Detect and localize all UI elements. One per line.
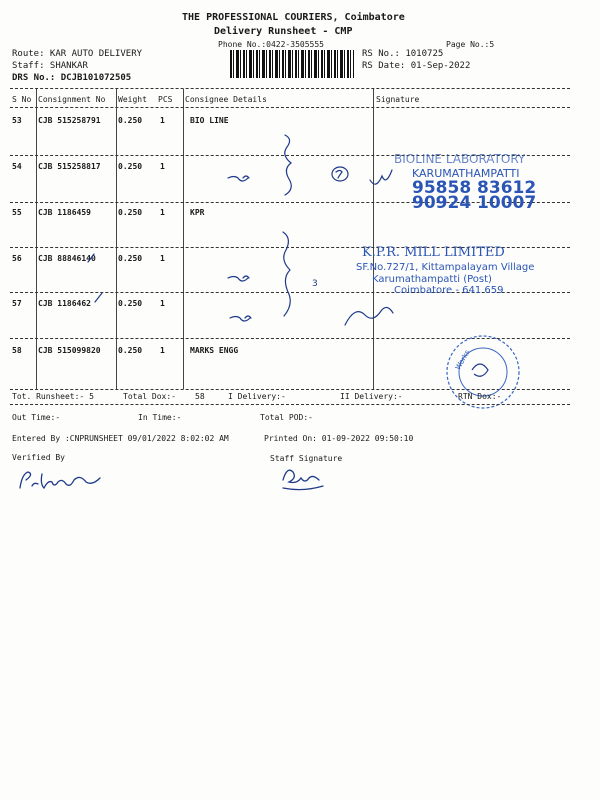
- row-consignee: KPR: [190, 208, 205, 217]
- col-header-weight: Weight: [118, 95, 147, 104]
- col-header-signature: Signature: [376, 95, 420, 104]
- row-weight: 0.250: [118, 346, 143, 355]
- staff-signature: [283, 470, 319, 482]
- verifier-signature: [20, 472, 100, 488]
- i-delivery: I Delivery:-: [228, 392, 286, 401]
- row-sno: 57: [12, 299, 22, 308]
- verified-by-label: Verified By: [12, 453, 65, 462]
- col-header-pcs: PCS: [158, 95, 173, 104]
- out-time: Out Time:-: [12, 413, 61, 422]
- total-runsheet: Tot. Runsheet:- 5: [12, 392, 94, 401]
- row-consignment: CJB 515258791: [38, 116, 101, 125]
- row-sno: 54: [12, 162, 22, 171]
- printed-on: Printed On: 01-09-2022 09:50:10: [264, 434, 414, 443]
- bioline-stamp-phone1: 95858 83612: [412, 178, 537, 198]
- row-pcs: 1: [160, 299, 165, 308]
- row-sno: 58: [12, 346, 22, 355]
- phone-number: Phone No.:0422-3505555: [218, 40, 324, 49]
- staff: Staff: SHANKAR: [12, 61, 88, 71]
- row-consignee: BIO LINE: [190, 116, 229, 125]
- row-consignee: MARKS ENGG: [190, 346, 239, 355]
- page-number: Page No.:5: [446, 40, 495, 49]
- rtn-dox: RTN Dox:-: [458, 392, 502, 401]
- entered-by: Entered By :CNPRUNSHEET 09/01/2022 8:02:02 AM: [12, 434, 229, 443]
- bioline-stamp-name: BIOLINE LABORATORY: [394, 152, 526, 166]
- row-pcs: 1: [160, 346, 165, 355]
- row-weight: 0.250: [118, 254, 143, 263]
- drs-number: DRS No.: DCJB101072505: [12, 73, 132, 83]
- bioline-stamp-phone2: 90924 10007: [412, 193, 537, 213]
- row-pcs: 1: [160, 116, 165, 125]
- kpr-stamp-line3: Coimbatore - 641 659: [394, 285, 504, 296]
- row-consignment: CJB 1186459: [38, 208, 91, 217]
- total-dox-value: 58: [195, 392, 205, 401]
- kpr-stamp-name: K.P.R. MILL LIMITED: [362, 245, 505, 260]
- row-pcs: 1: [160, 254, 165, 263]
- row-weight: 0.250: [118, 116, 143, 125]
- rs-date: RS Date: 01-Sep-2022: [362, 61, 471, 71]
- kpr-stamp-line1: SF.No.727/1, Kittampalayam Village: [356, 262, 535, 273]
- row-weight: 0.250: [118, 162, 143, 171]
- staff-signature-underline: [283, 486, 323, 490]
- in-time: In Time:-: [138, 413, 182, 422]
- staff-signature-label: Staff Signature: [270, 454, 343, 463]
- row-weight: 0.250: [118, 208, 143, 217]
- total-pod: Total POD:-: [260, 413, 313, 422]
- kpr-stamp-line2: Karumathampatti (Post): [372, 274, 492, 285]
- row-weight: 0.250: [118, 299, 143, 308]
- handwritten-number: 3: [312, 279, 318, 289]
- row-sno: 56: [12, 254, 22, 263]
- row-consignment: CJB 88846140: [38, 254, 96, 263]
- row-consignment: CJB 1186462: [38, 299, 91, 308]
- row-consignment: CJB 515099820: [38, 346, 101, 355]
- total-dox-label: Total Dox:-: [123, 392, 176, 401]
- row-sno: 53: [12, 116, 22, 125]
- route: Route: KAR AUTO DELIVERY: [12, 49, 143, 59]
- row-pcs: 1: [160, 208, 165, 217]
- row-pcs: 1: [160, 162, 165, 171]
- col-header-consignee: Consignee Details: [185, 95, 267, 104]
- round-stamp-text: Works: [453, 348, 472, 372]
- col-header-sno: S No: [12, 95, 32, 104]
- row-consignment: CJB 515258817: [38, 162, 101, 171]
- document-subtitle: Delivery Runsheet - CMP: [214, 26, 353, 37]
- row-sno: 55: [12, 208, 22, 217]
- document-title: THE PROFESSIONAL COURIERS, Coimbatore: [182, 12, 405, 23]
- bioline-stamp-place: KARUMATHAMPATTI: [412, 167, 520, 180]
- ii-delivery: II Delivery:-: [340, 392, 403, 401]
- rs-number: RS No.: 1010725: [362, 49, 444, 59]
- col-header-consignment: Consignment No: [38, 95, 106, 104]
